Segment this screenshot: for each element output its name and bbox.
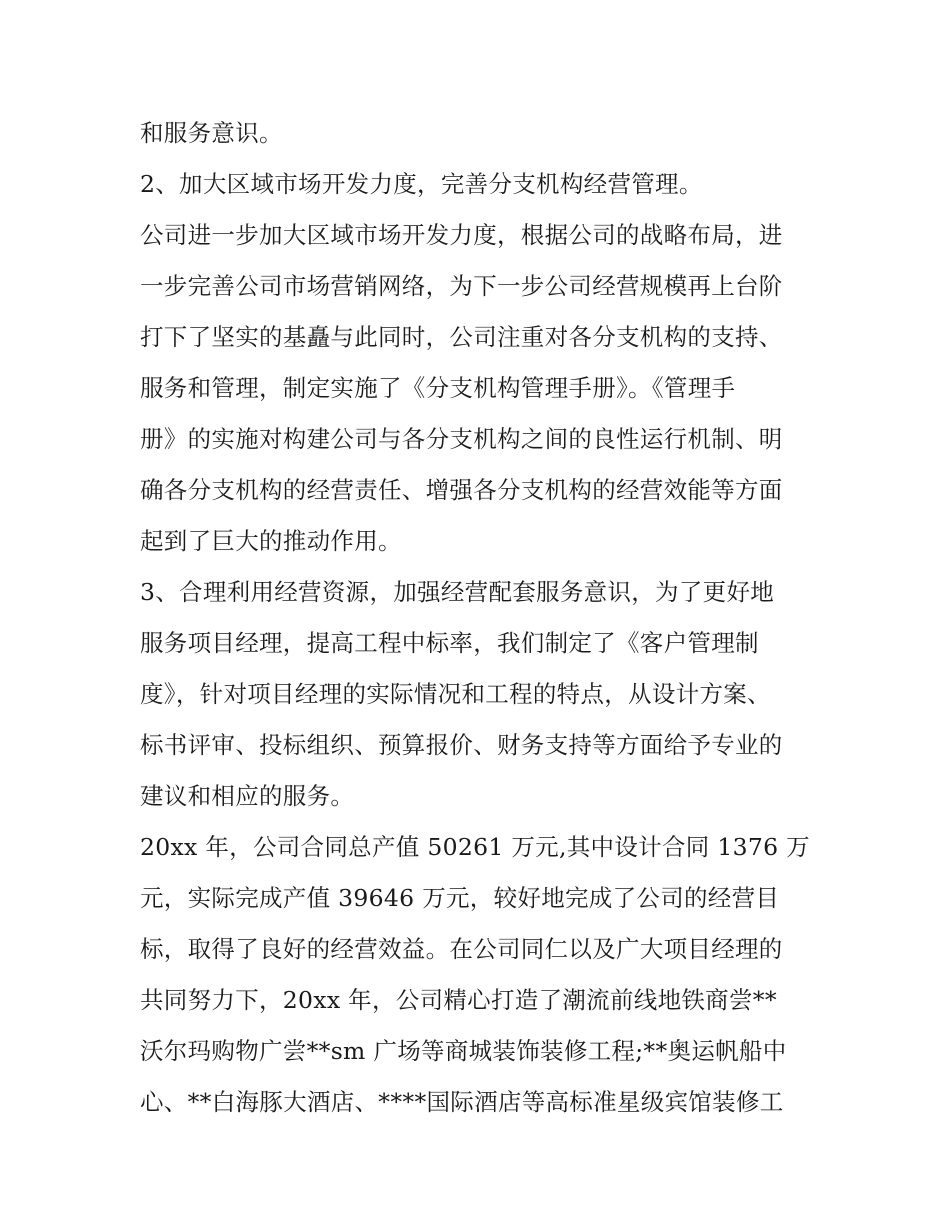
text-line: 服务项目经理，提高工程中标率，我们制定了《客户管理制 <box>140 629 759 657</box>
section-heading: 2、加大区域市场开发力度，完善分支机构经营管理。 <box>140 170 703 198</box>
text-line: 标书评审、投标组织、预算报价、财务支持等方面给予专业的 <box>140 731 783 759</box>
text-line: 共同努力下，20xx 年，公司精心打造了潮流前线地铁商尝** <box>140 986 777 1014</box>
text-line: 建议和相应的服务。 <box>140 782 355 810</box>
text-line: 元，实际完成产值 39646 万元，较好地完成了公司的经营目 <box>140 884 780 912</box>
section-heading: 3、合理利用经营资源，加强经营配套服务意识，为了更好地 <box>140 578 775 606</box>
text-line: 公司进一步加大区域市场开发力度，根据公司的战略布局，进 <box>140 221 783 249</box>
text-line: 一步完善公司市场营销网络，为下一步公司经营规模再上台阶 <box>140 272 783 300</box>
text-line: 度》，针对项目经理的实际情况和工程的特点，从设计方案、 <box>140 680 771 708</box>
text-line: 服务和管理，制定实施了《分支机构管理手册》。《管理手 <box>140 374 736 402</box>
text-line: 起到了巨大的推动作用。 <box>140 527 402 555</box>
text-line: 标，取得了良好的经营效益。在公司同仁以及广大项目经理的 <box>140 935 783 963</box>
text-line: 和服务意识。 <box>140 119 283 147</box>
text-line: 打下了坚实的基矗与此同时，公司注重对各分支机构的支持、 <box>140 323 783 351</box>
document-body <box>140 108 820 1128</box>
text-line: 沃尔玛购物广尝**sm 广场等商城装饰装修工程;**奥运帆船中 <box>140 1037 787 1065</box>
text-line: 确各分支机构的经营责任、增强各分支机构的经营效能等方面 <box>140 476 783 504</box>
text-line: 心、**白海豚大酒店、****国际酒店等高标准星级宾馆装修工 <box>140 1088 784 1116</box>
text-line: 册》的实施对构建公司与各分支机构之间的良性运行机制、明 <box>140 425 783 453</box>
text-line: 20xx 年，公司合同总产值 50261 万元,其中设计合同 1376 万 <box>140 833 810 861</box>
